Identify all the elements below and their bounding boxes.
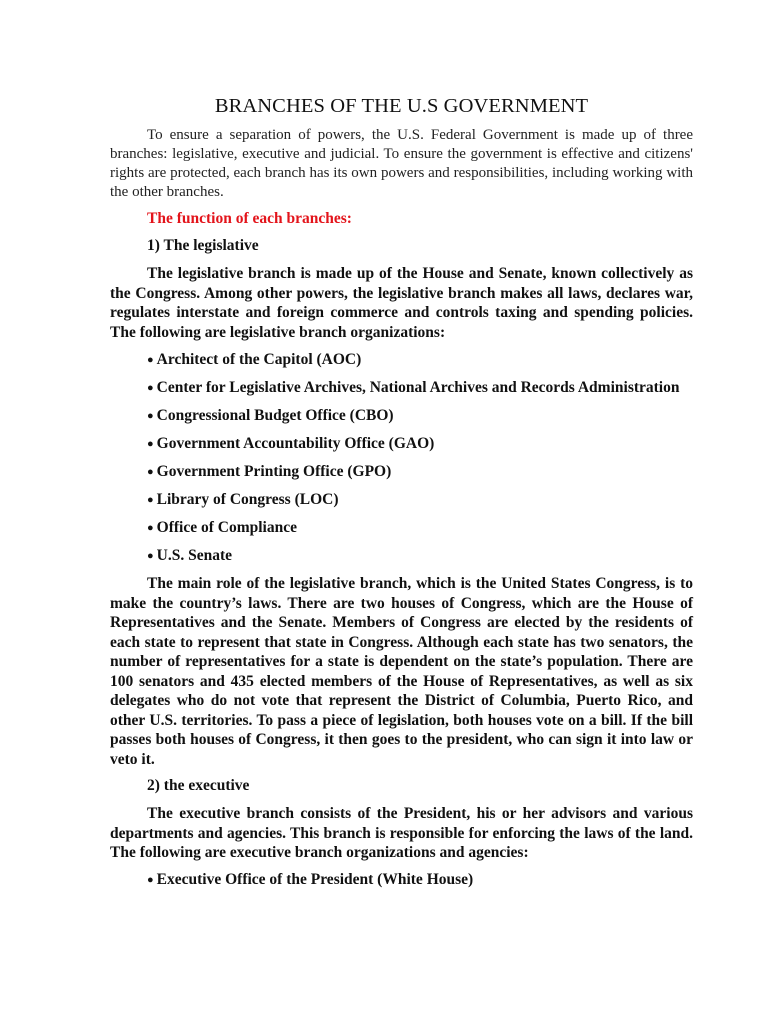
list-item-text: Congressional Budget Office (CBO) [156, 406, 394, 424]
list-item-text: Architect of the Capitol (AOC) [156, 350, 362, 368]
list-item [110, 350, 693, 371]
bullet-icon: ● [147, 549, 154, 562]
list-item [110, 518, 693, 539]
executive-org-list [110, 870, 693, 891]
list-item-text: Center for Legislative Archives, National Archives and Records Administration [156, 378, 680, 396]
executive-paragraph: The executive branch consists of the President, his or her advisors and various departments and agencies. This branch is responsible for enforcing the laws of the land. The following are executive branch organizations and agencies: [110, 805, 693, 861]
list-item [110, 378, 693, 399]
legislative-paragraph: The legislative branch is made up of the House and Senate, known collectively as the Congress. Among other powers, the legislative branch makes all laws, declares war, regulates interstate and foreign commerce and controls taxing and spending policies. The following are legislative branch organizations: [110, 265, 693, 341]
legislative-role-paragraph: The main role of the legislative branch, which is the United States Congress, is to make the country’s laws. There are two houses of Congress, which are the House of Representatives and the Senate. Members of Congress are elected by the residents of each state to represent that state in Congress. Although each state has two senators, the number of representatives for a state is dependent on the state’s population. There are 100 senators and 435 elected members of the House of Representatives, as well as six delegates who do not vote that represent the District of Columbia, Puerto Rico, and other U.S. territories. To pass a piece of legislation, both houses vote on a bill. If the bill passes both houses of Congress, it then goes to the president, who can sign it into law or veto it. [110, 575, 693, 768]
section-heading: The function of each branches: [147, 210, 352, 227]
list-item-text: U.S. Senate [156, 546, 233, 564]
document-page [110, 92, 693, 891]
bullet-icon: ● [147, 437, 154, 450]
list-item-text: Office of Compliance [156, 518, 297, 536]
list-item [110, 546, 693, 567]
list-item [110, 406, 693, 427]
bullet-icon: ● [147, 465, 154, 478]
document-title: BRANCHES OF THE U.S GOVERNMENT [214, 95, 589, 117]
legislative-org-list [110, 350, 693, 567]
list-item-text: Government Accountability Office (GAO) [156, 434, 435, 452]
executive-heading: 2) the executive [147, 777, 250, 794]
list-item [110, 434, 693, 455]
list-item-text: Library of Congress (LOC) [156, 490, 339, 508]
list-item-text: Executive Office of the President (White House) [156, 871, 474, 888]
bullet-icon: ● [147, 521, 154, 534]
list-item [110, 462, 693, 483]
list-item [110, 490, 693, 511]
list-item [110, 870, 693, 891]
bullet-icon: ● [147, 409, 154, 422]
list-item-text: Government Printing Office (GPO) [156, 462, 392, 480]
bullet-icon: ● [147, 381, 154, 394]
legislative-heading: 1) The legislative [147, 237, 259, 254]
bullet-icon: ● [147, 874, 154, 886]
intro-paragraph: To ensure a separation of powers, the U.S. Federal Government is made up of three branches: legislative, executive and judicial. To ensure the government is effective and citizens' rights are protected, each branch has its own powers and responsibilities, including working with the other branches. [110, 127, 693, 200]
bullet-icon: ● [147, 353, 154, 366]
bullet-icon: ● [147, 493, 154, 506]
